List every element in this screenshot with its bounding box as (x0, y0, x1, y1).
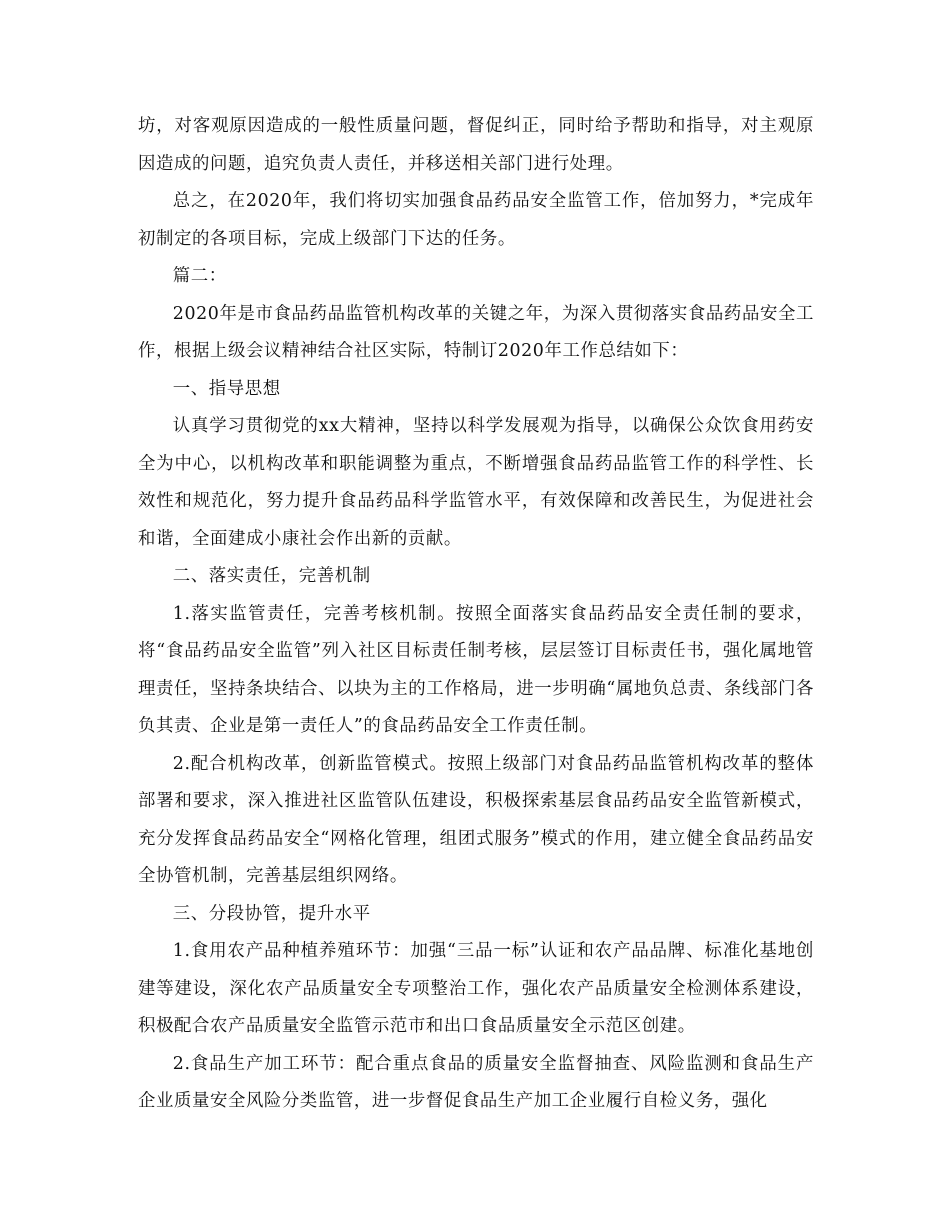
paragraph-responsibility-1: 1.落实监管责任，完善考核机制。按照全面落实食品药品安全责任制的要求，将“食品药品安全监管”列入社区目标责任制考核，层层签订目标责任书，强化属地管理责任，坚持条块结合、以块为主的工作格局，进一步明确“属地负总责、条线部门各负其责、企业是第一责任人”的食品药品安全工作责任制。 (138, 603, 814, 736)
paragraph-segment-1: 1.食用农产品种植养殖环节：加强“三品一标”认证和农产品品牌、标准化基地创建等建设，深化农产品质量安全专项整治工作，强化农产品质量安全检测体系建设，积极配合农产品质量安全监管示范市和出口食品质量安全示范区创建。 (138, 941, 814, 1036)
heading-segment-coordination: 三、分段协管，提升水平 (172, 903, 371, 924)
heading-guiding-ideology: 一、指导思想 (172, 378, 281, 399)
heading-responsibility: 二、落实责任，完善机制 (172, 566, 371, 586)
paragraph-responsibility-2: 2.配合机构改革，创新监管模式。按照上级部门对食品药品监管机构改革的整体部署和要求，深入推进社区监管队伍建设，积极探索基层食品药品安全监管新模式，充分发挥食品药品安全“网格化管理，组团式服务”模式的作用，建立健全食品药品安全协管机制，完善基层组织网络。 (138, 753, 814, 886)
document-body (138, 108, 814, 1121)
paragraph-intro: 2020年是市食品药品监管机构改革的关键之年，为深入贯彻落实食品药品安全工作，根据上级会议精神结合社区实际，特制订2020年工作总结如下： (138, 303, 814, 361)
paragraph-segment-2: 2.食品生产加工环节：配合重点食品的质量安全监督抽查、风险监测和食品生产企业质量安全风险分类监管，进一步督促食品生产加工企业履行自检义务，强化 (138, 1053, 814, 1111)
paragraph-continuation: 坊，对客观原因造成的一般性质量问题，督促纠正，同时给予帮助和指导，对主观原因造成的问题，追究负责人责任，并移送相关部门进行处理。 (138, 116, 814, 174)
section-label-part-two: 篇二： (172, 266, 227, 286)
paragraph-guiding-ideology: 认真学习贯彻党的xx大精神，坚持以科学发展观为指导，以确保公众饮食用药安全为中心，以机构改革和职能调整为重点，不断增强食品药品监管工作的科学性、长效性和规范化，努力提升食品药品科学监管水平，有效保障和改善民生，为促进社会和谐，全面建成小康社会作出新的贡献。 (138, 416, 814, 549)
paragraph-summary: 总之，在2020年，我们将切实加强食品药品安全监管工作，倍加努力，*完成年初制定的各项目标，完成上级部门下达的任务。 (138, 191, 814, 249)
